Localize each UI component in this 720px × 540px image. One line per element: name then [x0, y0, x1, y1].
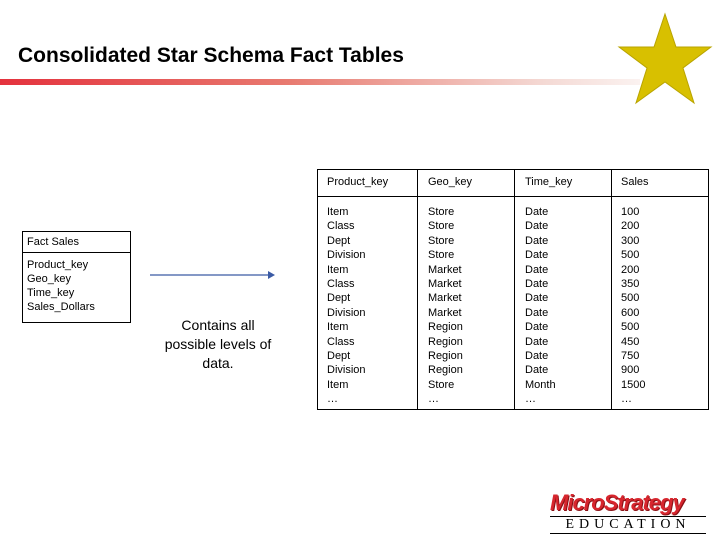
table-cell: 750: [621, 350, 640, 363]
table-cell: Region: [428, 364, 463, 377]
description-note: Contains all possible levels of data.: [164, 317, 272, 371]
slide-title: Consolidated Star Schema Fact Tables: [18, 44, 404, 67]
table-cell: Market: [428, 306, 462, 319]
table-border: [708, 169, 709, 410]
table-cell: 500: [621, 249, 640, 262]
table-cell: Class: [327, 278, 355, 291]
table-cell: 500: [621, 321, 640, 334]
table-cell: Store: [428, 249, 455, 262]
table-cell: Item: [327, 321, 349, 334]
table-cell: Store: [428, 220, 455, 233]
table-cell: Date: [525, 234, 549, 247]
table-column-divider: [417, 169, 418, 410]
table-cell: Region: [428, 350, 463, 363]
table-cell: 500: [621, 292, 640, 305]
table-cell: Division: [327, 364, 366, 377]
table-cell: 200: [621, 220, 640, 233]
table-cell: Store: [428, 234, 455, 247]
table-cell: Dept: [327, 292, 351, 305]
table-cell: 200: [621, 263, 640, 276]
microstrategy-logo: [550, 490, 706, 536]
sales-column: [621, 205, 645, 407]
table-cell: Date: [525, 350, 549, 363]
table-cell: Class: [327, 220, 355, 233]
table-cell: Division: [327, 306, 366, 319]
table-border: [317, 169, 318, 410]
fact-column: Sales_Dollars: [27, 301, 95, 313]
logo-wordmark: MicroStrategy: [550, 490, 684, 515]
table-cell: 300: [621, 234, 640, 247]
table-cell: 350: [621, 278, 640, 291]
header-geo-key: Geo_key: [428, 176, 473, 188]
table-column-divider: [514, 169, 515, 410]
table-cell: Date: [525, 206, 549, 218]
logo-education: EDUCATION: [550, 516, 706, 534]
table-cell: Item: [327, 206, 349, 218]
table-cell: Date: [525, 220, 549, 233]
table-cell: Region: [428, 321, 463, 334]
table-cell: Date: [525, 292, 549, 305]
table-cell: Dept: [327, 234, 351, 247]
fact-column: Product_key: [27, 259, 89, 271]
table-cell: Store: [428, 378, 455, 391]
title-underline: [0, 79, 640, 85]
table-cell: Month: [525, 378, 556, 391]
table-cell: Date: [525, 263, 549, 276]
fact-data-table: [317, 169, 709, 410]
table-column-divider: [611, 169, 612, 410]
table-border: [317, 409, 709, 410]
table-cell: Item: [327, 263, 349, 276]
table-cell: Market: [428, 278, 462, 291]
table-cell: Item: [327, 378, 349, 391]
table-cell: Store: [428, 206, 455, 218]
fact-column: Geo_key: [27, 273, 72, 285]
arrow-right-icon: [150, 270, 275, 280]
fact-table-name: Fact Sales: [23, 232, 130, 253]
table-cell: 450: [621, 335, 640, 348]
time-key-column: [525, 205, 556, 407]
table-cell: Date: [525, 321, 549, 334]
header-time-key: Time_key: [525, 176, 573, 188]
table-cell: …: [621, 393, 632, 406]
table-cell: Market: [428, 263, 462, 276]
table-cell: Dept: [327, 350, 351, 363]
fact-sales-table: [22, 231, 131, 323]
product-key-column: [327, 205, 366, 407]
header-product-key: Product_key: [327, 176, 389, 188]
table-cell: Region: [428, 335, 463, 348]
star-icon: [617, 12, 713, 108]
fact-table-columns: [23, 253, 130, 314]
table-cell: Date: [525, 335, 549, 348]
table-cell: 1500: [621, 378, 646, 391]
fact-column: Time_key: [27, 287, 75, 299]
table-cell: Division: [327, 249, 366, 262]
table-cell: 900: [621, 364, 640, 377]
table-cell: 100: [621, 206, 640, 218]
table-cell: …: [327, 393, 338, 406]
table-cell: …: [428, 393, 439, 406]
table-cell: Market: [428, 292, 462, 305]
table-cell: Class: [327, 335, 355, 348]
table-cell: Date: [525, 278, 549, 291]
table-cell: 600: [621, 306, 640, 319]
table-cell: Date: [525, 249, 549, 262]
table-cell: Date: [525, 306, 549, 319]
geo-key-column: [428, 205, 463, 407]
table-cell: …: [525, 393, 536, 406]
header-sales: Sales: [621, 176, 649, 188]
table-cell: Date: [525, 364, 549, 377]
